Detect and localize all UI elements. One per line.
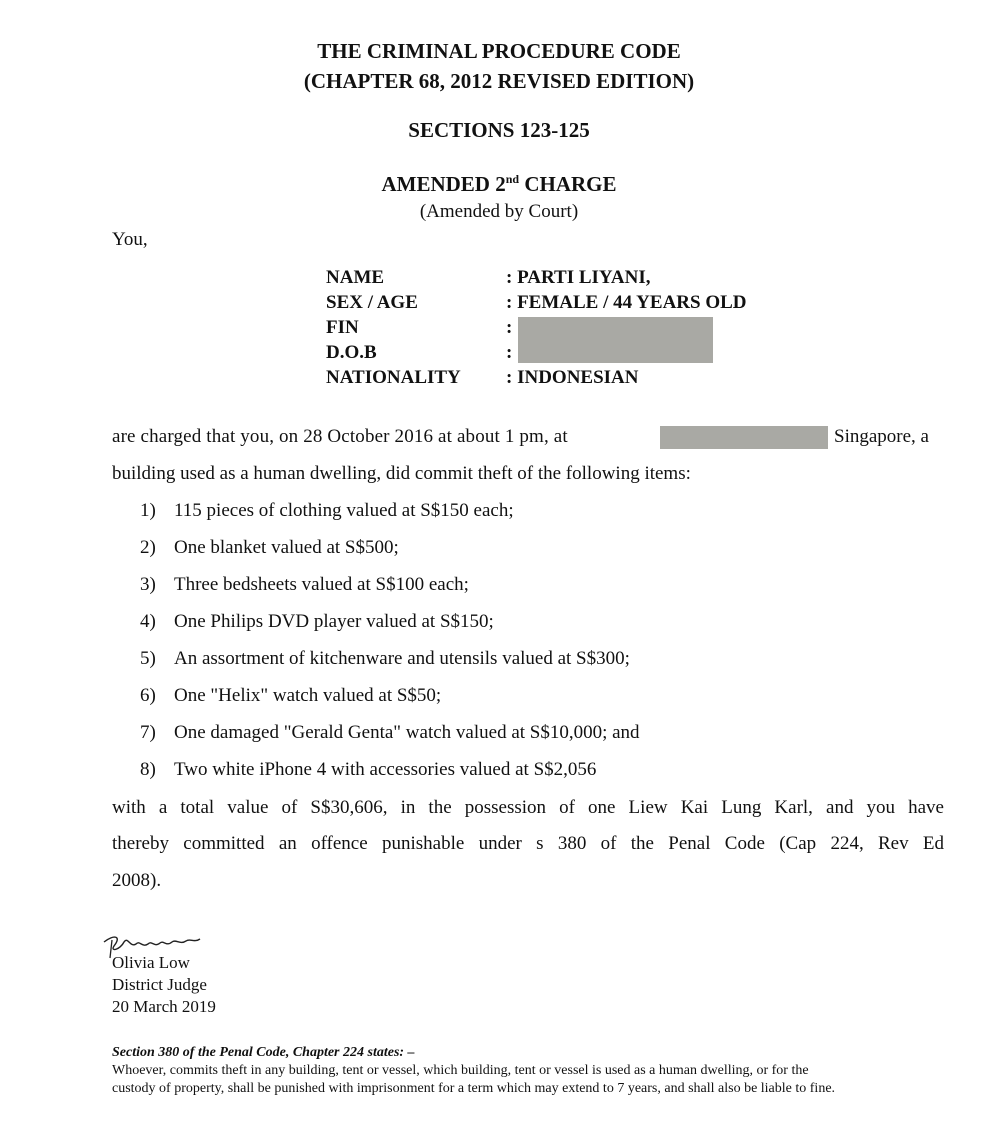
list-item — [140, 537, 399, 559]
signature-date: 20 March 2019 — [112, 997, 216, 1016]
detail-value-name: : PARTI LIYANI, — [506, 267, 651, 288]
redaction-address — [660, 426, 828, 449]
details-labels — [326, 265, 461, 390]
list-item — [140, 759, 596, 781]
title-line-2: (CHAPTER 68, 2012 REVISED EDITION) — [303, 69, 695, 93]
item-number: 2) — [140, 537, 156, 558]
item-text: Two white iPhone 4 with accessories valued at S$2,056 — [174, 759, 597, 780]
salutation: You, — [112, 229, 148, 250]
detail-value-dob: : — [506, 342, 513, 363]
sections-heading: SECTIONS 123-125 — [408, 118, 590, 142]
list-item — [140, 574, 469, 596]
item-text: 115 pieces of clothing valued at S$150 each; — [174, 500, 514, 521]
footer-line-1: Whoever, commits theft in any building, tent or vessel, which building, tent or vessel is used as a human dwelling, or for the — [112, 1063, 809, 1078]
detail-label-dob: D.O.B — [326, 342, 377, 363]
conclusion-line-3: 2008). — [112, 870, 162, 891]
detail-label-nationality: NATIONALITY — [326, 367, 461, 388]
item-text: Three bedsheets valued at S$100 each; — [174, 574, 469, 595]
item-number: 5) — [140, 648, 156, 669]
item-text: One Philips DVD player valued at S$150; — [174, 611, 494, 632]
redaction-fin-dob — [518, 317, 713, 363]
title-line-1: THE CRIMINAL PROCEDURE CODE — [317, 39, 681, 63]
detail-label-fin: FIN — [326, 317, 359, 338]
signature-block — [112, 952, 216, 1018]
charge-ordinal: nd — [505, 172, 520, 186]
item-number: 4) — [140, 611, 156, 632]
footer-line-2: custody of property, shall be punished with imprisonment for a term which may extend to 7 years, and shall also be liable to fine. — [112, 1081, 836, 1096]
conclusion-line-2: thereby committed an offence punishable under s 380 of the Penal Code (Cap 224, Rev Ed — [112, 833, 944, 854]
item-text: One blanket valued at S$500; — [174, 537, 399, 558]
list-item — [140, 648, 630, 670]
footer-note — [112, 1044, 952, 1098]
charge-line-2: building used as a human dwelling, did commit theft of the following items: — [112, 463, 691, 484]
item-number: 8) — [140, 759, 156, 780]
list-item — [140, 500, 514, 522]
detail-label-name: NAME — [326, 267, 385, 288]
charge-heading — [0, 172, 998, 197]
detail-value-sex-age: : FEMALE / 44 YEARS OLD — [506, 292, 747, 313]
charge-suffix: CHARGE — [519, 172, 617, 196]
list-item — [140, 611, 494, 633]
charge-line-1-start: are charged that you, on 28 October 2016 at about 1 pm, at — [112, 426, 568, 447]
conclusion-line-1: with a total value of S$30,606, in the possession of one Liew Kai Lung Karl, and you have — [112, 797, 944, 818]
amended-note: (Amended by Court) — [419, 201, 579, 222]
footer-heading: Section 380 of the Penal Code, Chapter 224 states: – — [112, 1045, 415, 1060]
document-title — [0, 36, 998, 96]
item-text: An assortment of kitchenware and utensils valued at S$300; — [174, 648, 630, 669]
list-item — [140, 722, 640, 744]
charge-prefix: AMENDED 2 — [381, 172, 506, 196]
detail-label-sex-age: SEX / AGE — [326, 292, 418, 313]
item-number: 6) — [140, 685, 156, 706]
judge-name: Olivia Low — [112, 953, 190, 972]
item-number: 3) — [140, 574, 156, 595]
judge-title: District Judge — [112, 975, 207, 994]
charge-line-1-end: Singapore, a — [834, 426, 929, 447]
detail-value-fin: : — [506, 317, 513, 338]
detail-value-nationality: : INDONESIAN — [506, 367, 639, 388]
list-item — [140, 685, 441, 707]
item-text: One damaged "Gerald Genta" watch valued at S$10,000; and — [174, 722, 640, 743]
item-text: One "Helix" watch valued at S$50; — [174, 685, 442, 706]
item-number: 7) — [140, 722, 156, 743]
item-number: 1) — [140, 500, 156, 521]
